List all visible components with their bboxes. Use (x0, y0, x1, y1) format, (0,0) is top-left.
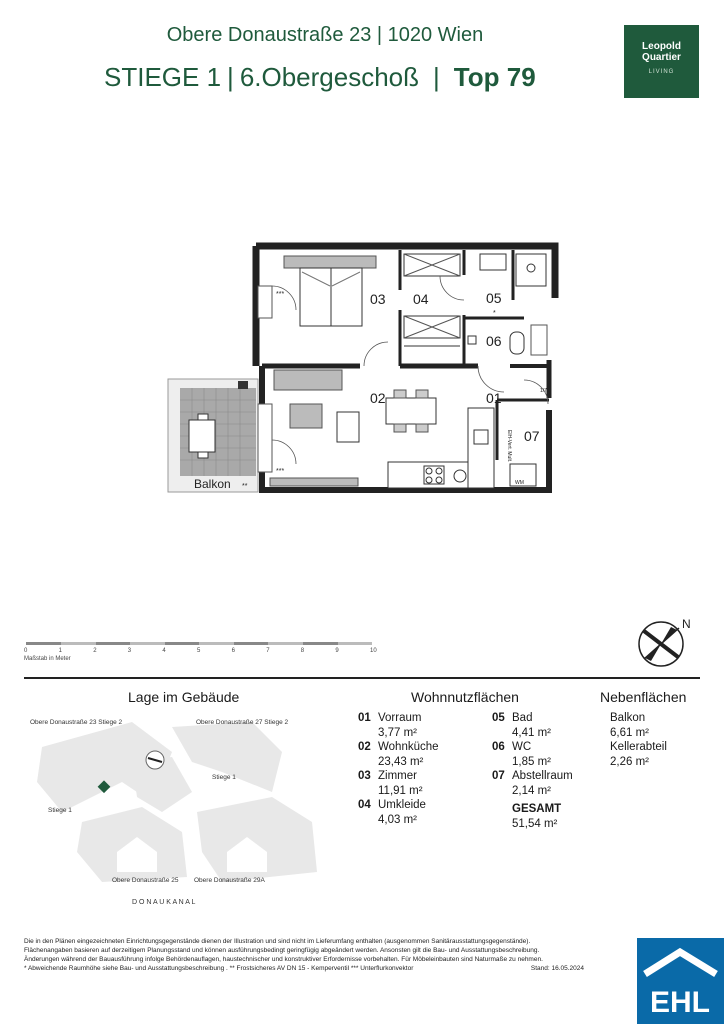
wm-label: WM (515, 480, 524, 486)
logo-line-3: LIVING (648, 69, 675, 75)
scale-tick-label: 10 (370, 648, 377, 654)
map-label-od29: Obere Donaustraße 29A (194, 877, 265, 884)
areas-column-2 (492, 711, 602, 831)
leopold-quartier-logo (624, 25, 699, 98)
stiege-label: STIEGE 1 (104, 62, 222, 92)
scale-caption: Maßstab in Meter (24, 656, 71, 662)
areas-column-1 (358, 711, 488, 827)
room-area: 11,91 m² (378, 784, 423, 797)
room-no: 06 (492, 741, 505, 753)
disclaimer-notes: * Abweichende Raumhöhe siehe Bau- und Ausstattungsbeschreibung . ** Frostsicheres AV DN 15 - Kemperventil *** Unterflurkonvektor (24, 965, 414, 972)
elec-tag: ElH-Vert. Mult. (506, 430, 512, 463)
map-label-st27: Obere Donaustraße 27 Stiege 2 (196, 719, 289, 726)
disclaimer-line: Änderungen während der Bauausführung infolge Behördenauflagen, haustechnischer und konstruktiver Erfordernisse vorbehalten. Für Möbeleinbauten sind Naturmaße zu nehmen. (24, 956, 543, 963)
room-no: 03 (358, 770, 371, 782)
room-area: 1,85 m² (512, 755, 551, 768)
room-name: Bad (512, 712, 533, 724)
room-name: Wohnküche (378, 741, 439, 753)
scale-tick-label: 0 (24, 648, 28, 654)
disclaimer (24, 937, 584, 973)
room-label-03: 03 (370, 291, 386, 307)
scale-tick-label: 8 (300, 648, 305, 654)
scale-tick-label: 9 (335, 648, 339, 654)
room-area: 23,43 m² (378, 755, 424, 768)
neben-area: 2,26 m² (610, 755, 649, 768)
balcony-label: Balkon (194, 477, 231, 491)
room-entry (492, 711, 602, 726)
map-label-od25: Obere Donaustraße 25 (112, 877, 179, 884)
room-label-05: 05 (486, 290, 502, 306)
ehl-logo (637, 938, 724, 1024)
logo-line-1: Leopold (642, 41, 681, 52)
floor-label: 6.Obergeschoß (239, 62, 420, 92)
title-separator: | (227, 62, 234, 92)
map-label-stiege1-a: Stiege 1 (212, 774, 236, 781)
room-label-06: 06 (486, 333, 502, 349)
room-area: 4,03 m² (378, 813, 417, 826)
scale-tick-label: 1 (58, 648, 62, 654)
room-area: 3,77 m² (378, 726, 417, 739)
room-entry (358, 798, 488, 813)
unit-title (104, 62, 536, 93)
location-heading: Lage im Gebäude (128, 689, 240, 705)
room-area: 2,14 m² (512, 784, 551, 797)
room-entry (358, 769, 488, 784)
room-label-02: 02 (370, 390, 386, 406)
room-name: Umkleide (378, 799, 426, 811)
total-label: GESAMT (512, 803, 562, 815)
room-label-01: 01 (486, 390, 502, 406)
room-name: Zimmer (378, 770, 417, 782)
neben-name: Kellerabteil (610, 741, 667, 753)
room-label-07: 07 (524, 428, 540, 444)
room-area: 4,41 m² (512, 726, 551, 739)
logo-line-2: Quartier (642, 52, 681, 63)
scale-tick-label: 5 (197, 648, 201, 654)
room-entry (492, 769, 602, 784)
star-balcony: ** (242, 483, 248, 490)
floor-plan (160, 240, 560, 500)
total-area: 51,54 m² (512, 817, 558, 830)
scale-tick-label: 3 (127, 648, 132, 654)
room-entry (358, 711, 488, 726)
stand-date: Stand: 16.05.2024 (530, 965, 584, 972)
room-entry (358, 740, 488, 755)
map-label-st2: Obere Donaustraße 23 Stiege 2 (30, 719, 123, 726)
room-no: 05 (492, 712, 505, 724)
room-name: Vorraum (378, 712, 422, 724)
title-separator-2: | (433, 62, 440, 92)
room-name: Abstellraum (512, 770, 573, 782)
room-no: 01 (358, 712, 371, 724)
neben-list (610, 711, 710, 769)
scale-tick-label: 4 (162, 648, 166, 654)
map-label-kanal: D O N A U K A N A L (132, 899, 196, 906)
room-no: 02 (358, 741, 371, 753)
address-heading: Obere Donaustraße 23 | 1020 Wien (166, 24, 484, 46)
location-map (22, 712, 342, 912)
balcony-area (168, 379, 258, 492)
scale-bar (22, 640, 382, 670)
top-number: Top 79 (453, 62, 536, 92)
room-label-04: 04 (413, 291, 429, 307)
room-name: WC (512, 741, 532, 753)
divider-line (24, 677, 700, 679)
map-label-stiege1-b: Stiege 1 (48, 807, 72, 814)
north-label: N (682, 617, 691, 631)
neben-heading: Nebenflächen (600, 689, 687, 705)
star-bad: * (493, 310, 496, 317)
scale-tick-label: 7 (266, 648, 270, 654)
door-tag: 1/79 (540, 388, 550, 394)
scale-tick-label: 6 (231, 648, 235, 654)
disclaimer-last-line (24, 964, 584, 973)
scale-tick-label: 2 (93, 648, 97, 654)
room-no: 04 (358, 799, 371, 811)
disclaimer-line: Flächenangaben basieren auf derzeitigem Planungsstand und können ausführungsbedingt geringfügig abgeändert werden. Ansonsten gilt die Bau- und Ausstattungsbeschreibung. (24, 947, 540, 954)
room-no: 07 (492, 770, 505, 782)
disclaimer-line: Die in den Plänen eingezeichneten Einrichtungsgegenstände dienen der Illustration und sind nicht im Lieferumfang enthalten (ausgenommen Sanitärausstattungsgegenstände). (24, 938, 531, 945)
ehl-text: EHL (650, 986, 710, 1019)
north-arrow (636, 614, 696, 670)
neben-name: Balkon (610, 712, 646, 724)
neben-area: 6,61 m² (610, 726, 649, 739)
room-entry (492, 740, 602, 755)
star-living: *** (276, 468, 285, 475)
star-bedroom: *** (276, 291, 285, 298)
areas-heading: Wohnnutzflächen (411, 689, 519, 705)
